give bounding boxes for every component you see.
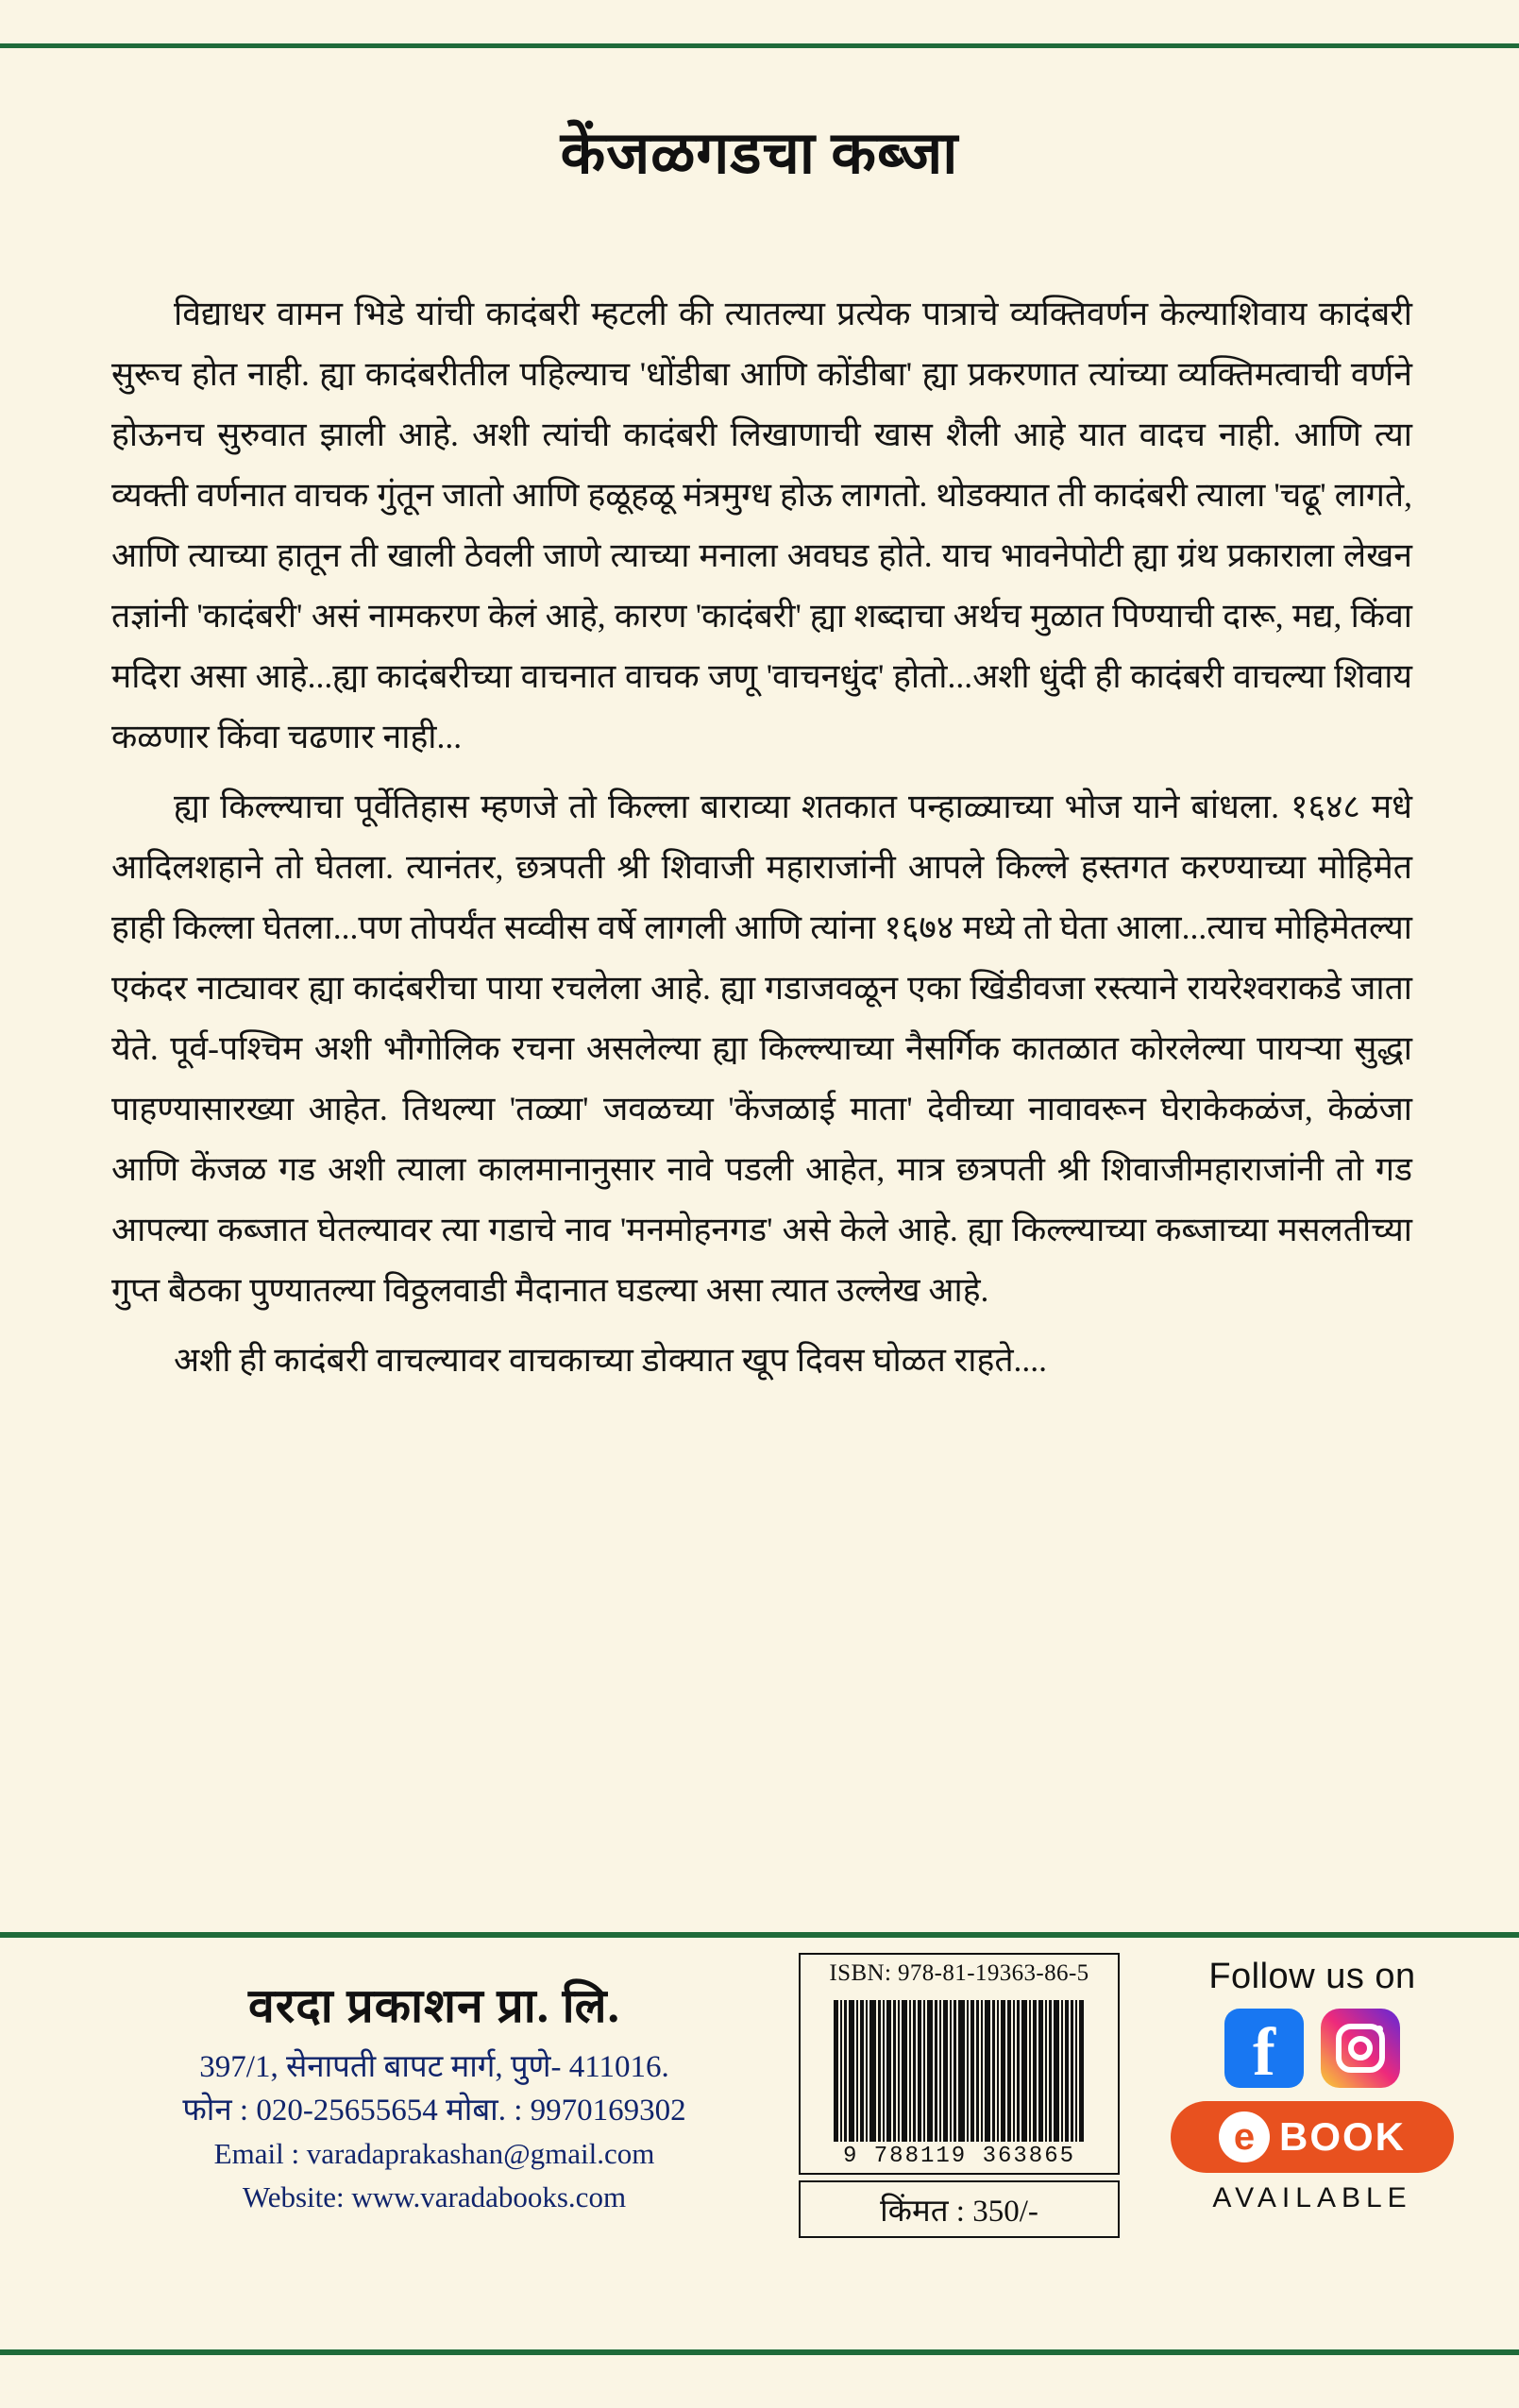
available-label: AVAILABLE xyxy=(1212,2182,1412,2213)
ebook-badge xyxy=(1171,2101,1454,2173)
blurb-paragraph-3: अशी ही कादंबरी वाचल्यावर वाचकाच्या डोक्यात खूप दिवस घोळत राहते.... xyxy=(174,1341,1048,1379)
page-title: केंजळगडचा कब्जा xyxy=(560,122,959,186)
publisher-website[interactable]: Website: www.varadabooks.com xyxy=(242,2180,627,2213)
blurb-text xyxy=(111,283,1412,1390)
barcode-bars xyxy=(816,2000,1103,2142)
publisher-name: वरदा प्रकाशन प्रा. लि. xyxy=(247,1979,621,2032)
barcode-digits: 9 788119 363865 xyxy=(842,2144,1076,2169)
publisher-block xyxy=(85,1972,784,2219)
publisher-email: Email : varadaprakashan@gmail.com xyxy=(213,2137,655,2170)
social-icons-row xyxy=(1161,2009,1463,2088)
barcode xyxy=(799,1991,1120,2175)
ebook-e-letter: e xyxy=(1219,2111,1270,2162)
follow-us-label: Follow us on xyxy=(1208,1957,1416,1996)
blurb-paragraph-1: विद्याधर वामन भिडे यांची कादंबरी म्हटली की त्यातल्या प्रत्येक पात्राचे व्यक्तिवर्णन केल्याशिवाय कादंबरी सुरूच होत नाही. ह्या कादंबरीतील पहिल्याच 'धोंडीबा आणि कोंडीबा' ह्या प्रकरणात त्यांच्या व्यक्तिमत्वाची वर्णने होऊनच सुरुवात झाली आहे. अशी त्यांची कादंबरी लिखाणाची खास शैली आहे यात वादच नाही. आणि त्या व्यक्ती वर्णनात वाचक गुंतून जातो आणि हळूहळू मंत्रमुग्ध होऊ लागतो. थोडक्यात ती कादंबरी त्याला 'चढू' लागते, आणि त्याच्या हातून ती खाली ठेवली जाणे त्याच्या मनाला अवघड होते. याच भावनेपोटी ह्या ग्रंथ प्रकाराला लेखन तज्ञांनी 'कादंबरी' असं नामकरण केलं आहे, कारण 'कादंबरी' ह्या शब्दाचा अर्थच मुळात पिण्याची दारू, मद्य, किंवा मदिरा असा आहे...ह्या कादंबरीच्या वाचनात वाचक जणू 'वाचनधुंद' होतो...अशी धुंदी ही कादंबरी वाचल्या शिवाय कळणार किंवा चढणार नाही... xyxy=(111,295,1412,755)
price-badge: किंमत : 350/- xyxy=(799,2180,1120,2238)
top-divider xyxy=(0,43,1519,48)
ebook-label: BOOK xyxy=(1279,2114,1406,2159)
social-block xyxy=(1161,1957,1463,2214)
publisher-phone: फोन : 020-25655654 मोबा. : 9970169302 xyxy=(182,2094,686,2128)
isbn-label: ISBN: 978-81-19363-86-5 xyxy=(799,1953,1120,1991)
publisher-address: 397/1, सेनापती बापट मार्ग, पुणे- 411016. xyxy=(199,2050,669,2084)
bottom-divider xyxy=(0,2349,1519,2355)
footer xyxy=(0,1938,1519,2349)
instagram-icon[interactable] xyxy=(1321,2009,1400,2088)
facebook-icon[interactable]: f xyxy=(1224,2009,1304,2088)
isbn-block xyxy=(799,1953,1120,2238)
blurb-paragraph-2: ह्या किल्ल्याचा पूर्वेतिहास म्हणजे तो किल्ला बाराव्या शतकात पन्हाळ्याच्या भोज याने बांधला. १६४८ मधे आदिलशहाने तो घेतला. त्यानंतर, छत्रपती श्री शिवाजी महाराजांनी आपले किल्ले हस्तगत करण्याच्या मोहिमेत हाही किल्ला घेतला...पण तोपर्यंत सव्वीस वर्षे लागली आणि त्यांना १६७४ मध्ये तो घेता आला...त्याच मोहिमेतल्या एकंदर नाट्यावर ह्या कादंबरीचा पाया रचलेला आहे. ह्या गडाजवळून एका खिंडीवजा रस्त्याने रायरेश्वराकडे जाता येते. पूर्व-पश्चिम अशी भौगोलिक रचना असलेल्या ह्या किल्ल्याच्या नैसर्गिक कातळात कोरलेल्या पायऱ्या सुद्धा पाहण्यासारख्या आहेत. तिथल्या 'तळ्या' जवळच्या 'केंजळाई माता' देवीच्या नावावरून घेराकेकळंज, केळंजा आणि केंजळ गड अशी त्याला कालमानानुसार नावे पडली आहेत, मात्र छत्रपती श्री शिवाजीमहाराजांनी तो गड आपल्या कब्जात घेतल्यावर त्या गडाचे नाव 'मनमोहनगड' असे केले आहे. ह्या किल्ल्याच्या कब्जाच्या मसलतीच्या गुप्त बैठका पुण्यातल्या विठ्ठलवाडी मैदानात घडल्या असा त्यात उल्लेख आहे. xyxy=(111,788,1412,1309)
